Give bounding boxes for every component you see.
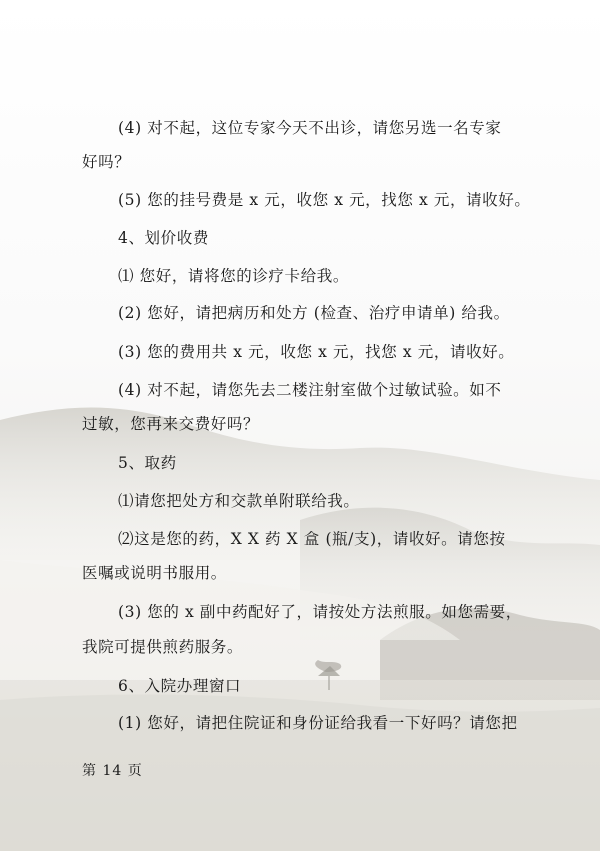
- text-line: ⑵这是您的药，X X 药 X 盒 (瓶/支)，请收好。请您按: [118, 530, 506, 548]
- text-line: (4) 对不起，这位专家今天不出诊，请您另选一名专家: [118, 119, 502, 137]
- text-line: ⑴ 您好，请将您的诊疗卡给我。: [118, 267, 349, 285]
- section-heading: 4、划价收费: [118, 229, 209, 247]
- text-line: 过敏，您再来交费好吗？: [82, 415, 260, 433]
- text-line: (5) 您的挂号费是 x 元，收您 x 元，找您 x 元，请收好。: [118, 191, 531, 209]
- text-line: (2) 您好，请把病历和处方 (检查、治疗申请单) 给我。: [118, 304, 510, 322]
- text-line: (3) 您的费用共 x 元，收您 x 元，找您 x 元，请收好。: [118, 343, 515, 361]
- text-line: ⑴请您把处方和交款单附联给我。: [118, 492, 360, 510]
- text-line: 我院可提供煎药服务。: [82, 638, 244, 656]
- text-line: 医嘱或说明书服用。: [82, 564, 227, 582]
- section-heading: 5、取药: [118, 454, 177, 472]
- text-line: 好吗？: [82, 153, 131, 171]
- page-number: 第 14 页: [82, 763, 143, 779]
- text-line: (1) 您好，请把住院证和身份证给我看一下好吗？请您把: [118, 714, 518, 732]
- section-heading: 6、入院办理窗口: [118, 677, 242, 695]
- text-line: (4) 对不起，请您先去二楼注射室做个过敏试验。如不: [118, 381, 502, 399]
- text-line: (3) 您的 x 副中药配好了，请按处方法煎服。如您需要，: [118, 603, 522, 621]
